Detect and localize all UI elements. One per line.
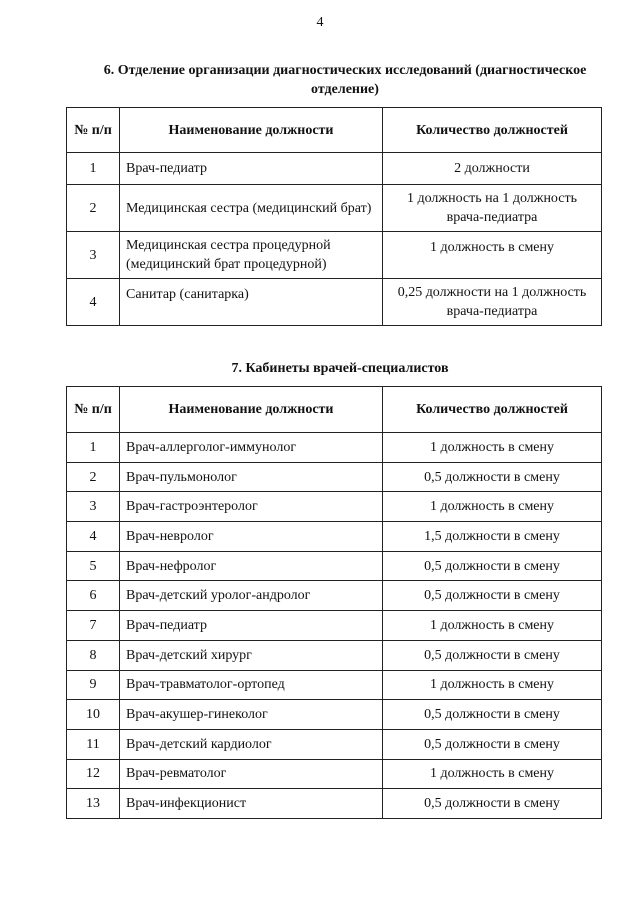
row-name: Врач-аллерголог-иммунолог — [120, 433, 383, 463]
row-name: Медицинская сестра процедурной (медицинский брат процедурной) — [120, 232, 383, 279]
row-num: 3 — [67, 232, 120, 279]
row-name: Врач-невролог — [120, 522, 383, 552]
header-num: № п/п — [67, 108, 120, 153]
row-num: 11 — [67, 729, 120, 759]
row-qty: 0,5 должности в смену — [383, 789, 602, 819]
row-num: 10 — [67, 700, 120, 730]
row-num: 7 — [67, 611, 120, 641]
table-header-row — [67, 387, 602, 433]
row-name: Врач-педиатр — [120, 153, 383, 185]
row-num: 1 — [67, 153, 120, 185]
row-qty: 1 должность на 1 должность врача-педиатра — [383, 185, 602, 232]
table-row — [67, 581, 602, 611]
row-num: 4 — [67, 522, 120, 552]
row-qty: 1 должность в смену — [383, 492, 602, 522]
row-qty: 2 должности — [383, 153, 602, 185]
row-num: 9 — [67, 670, 120, 700]
row-name: Врач-нефролог — [120, 551, 383, 581]
row-qty: 1 должность в смену — [383, 670, 602, 700]
row-num: 6 — [67, 581, 120, 611]
row-num: 1 — [67, 433, 120, 463]
row-qty: 0,5 должности в смену — [383, 700, 602, 730]
row-name: Врач-ревматолог — [120, 759, 383, 789]
row-name: Врач-детский кардиолог — [120, 729, 383, 759]
row-num: 4 — [67, 279, 120, 326]
row-num: 5 — [67, 551, 120, 581]
row-qty: 1 должность в смену — [383, 611, 602, 641]
table-row — [67, 551, 602, 581]
row-qty: 0,5 должности в смену — [383, 729, 602, 759]
section-7-title: 7. Кабинеты врачей-специалистов — [231, 361, 449, 376]
row-name: Санитар (санитарка) — [120, 279, 383, 326]
row-name: Врач-акушер-гинеколог — [120, 700, 383, 730]
table-row — [67, 522, 602, 552]
row-num: 2 — [67, 462, 120, 492]
row-qty: 0,5 должности в смену — [383, 640, 602, 670]
row-qty: 1 должность в смену — [383, 232, 602, 279]
table-row — [67, 492, 602, 522]
row-name: Врач-пульмонолог — [120, 462, 383, 492]
table-row — [67, 640, 602, 670]
table-header-row — [67, 108, 602, 153]
table-row — [67, 700, 602, 730]
row-name: Врач-педиатр — [120, 611, 383, 641]
header-name: Наименование должности — [120, 108, 383, 153]
section-7-table — [66, 386, 602, 819]
row-name: Врач-гастроэнтеролог — [120, 492, 383, 522]
table-row — [67, 611, 602, 641]
table-row — [67, 185, 602, 232]
table-row — [67, 462, 602, 492]
table-row — [67, 153, 602, 185]
table-row — [67, 670, 602, 700]
header-qty: Количество должностей — [383, 387, 602, 433]
row-qty: 0,5 должности в смену — [383, 462, 602, 492]
header-qty: Количество должностей — [383, 108, 602, 153]
section-6-title: 6. Отделение организации диагностических исследований (диагностическое отделение) — [103, 63, 587, 97]
row-name: Медицинская сестра (медицинский брат) — [120, 185, 383, 232]
table-row — [67, 433, 602, 463]
row-qty: 0,25 должности на 1 должность врача-педиатра — [383, 279, 602, 326]
row-qty: 1 должность в смену — [383, 433, 602, 463]
table-row — [67, 729, 602, 759]
row-name: Врач-инфекционист — [120, 789, 383, 819]
row-name: Врач-травматолог-ортопед — [120, 670, 383, 700]
table-row — [67, 759, 602, 789]
header-num: № п/п — [67, 387, 120, 433]
row-qty: 1,5 должности в смену — [383, 522, 602, 552]
row-num: 8 — [67, 640, 120, 670]
table-row — [67, 279, 602, 326]
row-name: Врач-детский уролог-андролог — [120, 581, 383, 611]
table-row — [67, 789, 602, 819]
section-6-table — [66, 107, 602, 326]
page-number: 4 — [316, 15, 324, 30]
header-name: Наименование должности — [120, 387, 383, 433]
table-row — [67, 232, 602, 279]
row-name: Врач-детский хирург — [120, 640, 383, 670]
row-num: 13 — [67, 789, 120, 819]
row-num: 12 — [67, 759, 120, 789]
row-qty: 1 должность в смену — [383, 759, 602, 789]
row-num: 2 — [67, 185, 120, 232]
row-qty: 0,5 должности в смену — [383, 551, 602, 581]
row-num: 3 — [67, 492, 120, 522]
row-qty: 0,5 должности в смену — [383, 581, 602, 611]
